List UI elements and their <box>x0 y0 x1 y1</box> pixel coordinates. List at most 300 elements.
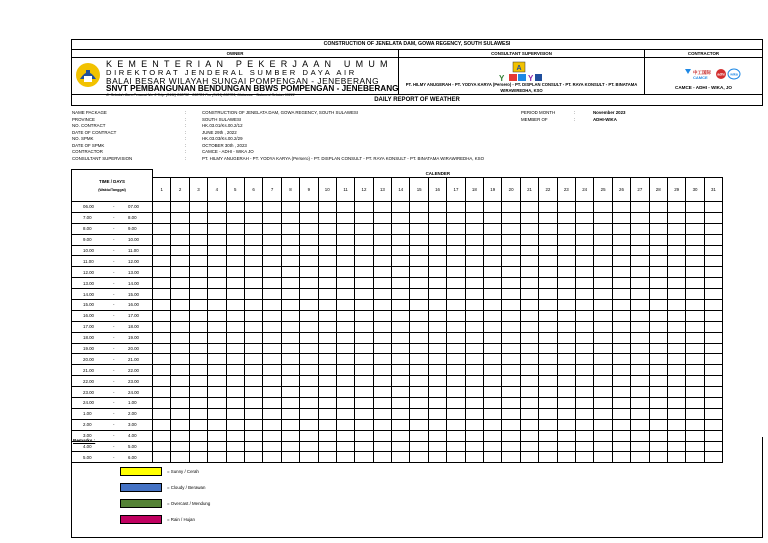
weather-cell[interactable] <box>300 398 318 409</box>
weather-cell[interactable] <box>226 289 244 300</box>
weather-cell[interactable] <box>631 408 649 419</box>
weather-cell[interactable] <box>465 398 483 409</box>
weather-cell[interactable] <box>410 289 428 300</box>
weather-cell[interactable] <box>355 354 373 365</box>
weather-cell[interactable] <box>612 267 630 278</box>
weather-cell[interactable] <box>539 376 557 387</box>
weather-cell[interactable] <box>226 376 244 387</box>
weather-cell[interactable] <box>447 212 465 223</box>
weather-cell[interactable] <box>226 300 244 311</box>
weather-cell[interactable] <box>355 234 373 245</box>
weather-cell[interactable] <box>667 321 685 332</box>
weather-cell[interactable] <box>502 387 520 398</box>
weather-cell[interactable] <box>392 376 410 387</box>
weather-cell[interactable] <box>171 365 189 376</box>
weather-cell[interactable] <box>594 202 612 213</box>
weather-cell[interactable] <box>447 365 465 376</box>
weather-cell[interactable] <box>667 256 685 267</box>
weather-cell[interactable] <box>244 398 262 409</box>
weather-cell[interactable] <box>208 321 226 332</box>
weather-cell[interactable] <box>189 278 207 289</box>
weather-cell[interactable] <box>520 267 538 278</box>
weather-cell[interactable] <box>447 354 465 365</box>
weather-cell[interactable] <box>281 354 299 365</box>
weather-cell[interactable] <box>686 408 704 419</box>
weather-cell[interactable] <box>189 267 207 278</box>
weather-cell[interactable] <box>355 321 373 332</box>
weather-cell[interactable] <box>226 202 244 213</box>
weather-cell[interactable] <box>336 365 354 376</box>
weather-cell[interactable] <box>392 419 410 430</box>
weather-cell[interactable] <box>594 223 612 234</box>
weather-cell[interactable] <box>520 387 538 398</box>
weather-cell[interactable] <box>704 310 722 321</box>
weather-cell[interactable] <box>557 419 575 430</box>
weather-cell[interactable] <box>594 332 612 343</box>
weather-cell[interactable] <box>686 300 704 311</box>
weather-cell[interactable] <box>244 387 262 398</box>
weather-cell[interactable] <box>631 278 649 289</box>
weather-cell[interactable] <box>575 398 593 409</box>
weather-cell[interactable] <box>189 387 207 398</box>
weather-cell[interactable] <box>244 310 262 321</box>
weather-cell[interactable] <box>520 234 538 245</box>
weather-cell[interactable] <box>171 289 189 300</box>
weather-cell[interactable] <box>704 321 722 332</box>
weather-cell[interactable] <box>410 202 428 213</box>
weather-cell[interactable] <box>263 408 281 419</box>
weather-cell[interactable] <box>484 289 502 300</box>
weather-cell[interactable] <box>244 267 262 278</box>
weather-cell[interactable] <box>520 332 538 343</box>
weather-cell[interactable] <box>263 398 281 409</box>
weather-cell[interactable] <box>189 321 207 332</box>
weather-cell[interactable] <box>336 343 354 354</box>
weather-cell[interactable] <box>392 321 410 332</box>
weather-cell[interactable] <box>318 376 336 387</box>
weather-cell[interactable] <box>263 202 281 213</box>
weather-cell[interactable] <box>502 245 520 256</box>
weather-cell[interactable] <box>465 332 483 343</box>
weather-cell[interactable] <box>447 419 465 430</box>
weather-cell[interactable] <box>631 223 649 234</box>
weather-cell[interactable] <box>336 419 354 430</box>
weather-cell[interactable] <box>410 387 428 398</box>
weather-cell[interactable] <box>171 376 189 387</box>
weather-cell[interactable] <box>208 212 226 223</box>
weather-cell[interactable] <box>631 245 649 256</box>
weather-cell[interactable] <box>539 332 557 343</box>
weather-cell[interactable] <box>171 343 189 354</box>
weather-cell[interactable] <box>704 289 722 300</box>
weather-cell[interactable] <box>153 343 171 354</box>
weather-cell[interactable] <box>318 387 336 398</box>
weather-cell[interactable] <box>539 398 557 409</box>
weather-cell[interactable] <box>428 245 446 256</box>
weather-cell[interactable] <box>318 398 336 409</box>
weather-cell[interactable] <box>594 321 612 332</box>
weather-cell[interactable] <box>502 354 520 365</box>
weather-cell[interactable] <box>336 398 354 409</box>
weather-cell[interactable] <box>208 365 226 376</box>
weather-cell[interactable] <box>649 223 667 234</box>
weather-cell[interactable] <box>263 223 281 234</box>
weather-cell[interactable] <box>392 300 410 311</box>
weather-cell[interactable] <box>612 354 630 365</box>
weather-cell[interactable] <box>189 419 207 430</box>
weather-cell[interactable] <box>373 256 391 267</box>
weather-cell[interactable] <box>502 310 520 321</box>
weather-cell[interactable] <box>263 387 281 398</box>
weather-cell[interactable] <box>520 408 538 419</box>
weather-cell[interactable] <box>631 387 649 398</box>
weather-cell[interactable] <box>410 256 428 267</box>
weather-cell[interactable] <box>153 278 171 289</box>
weather-cell[interactable] <box>300 212 318 223</box>
weather-cell[interactable] <box>594 419 612 430</box>
weather-cell[interactable] <box>153 245 171 256</box>
weather-cell[interactable] <box>631 256 649 267</box>
weather-cell[interactable] <box>484 321 502 332</box>
weather-cell[interactable] <box>428 419 446 430</box>
weather-cell[interactable] <box>373 212 391 223</box>
weather-cell[interactable] <box>263 234 281 245</box>
weather-cell[interactable] <box>171 300 189 311</box>
weather-cell[interactable] <box>318 289 336 300</box>
weather-cell[interactable] <box>171 223 189 234</box>
weather-cell[interactable] <box>392 354 410 365</box>
weather-cell[interactable] <box>520 300 538 311</box>
weather-cell[interactable] <box>520 202 538 213</box>
weather-cell[interactable] <box>557 278 575 289</box>
weather-cell[interactable] <box>612 202 630 213</box>
weather-cell[interactable] <box>281 212 299 223</box>
weather-cell[interactable] <box>355 376 373 387</box>
weather-cell[interactable] <box>189 343 207 354</box>
weather-cell[interactable] <box>465 365 483 376</box>
weather-cell[interactable] <box>410 354 428 365</box>
weather-cell[interactable] <box>704 332 722 343</box>
weather-cell[interactable] <box>281 332 299 343</box>
weather-cell[interactable] <box>428 223 446 234</box>
weather-cell[interactable] <box>281 387 299 398</box>
weather-cell[interactable] <box>704 376 722 387</box>
weather-cell[interactable] <box>171 310 189 321</box>
weather-cell[interactable] <box>244 408 262 419</box>
weather-cell[interactable] <box>557 245 575 256</box>
weather-cell[interactable] <box>575 365 593 376</box>
weather-cell[interactable] <box>502 419 520 430</box>
weather-cell[interactable] <box>502 234 520 245</box>
weather-cell[interactable] <box>189 223 207 234</box>
weather-cell[interactable] <box>557 343 575 354</box>
weather-cell[interactable] <box>355 310 373 321</box>
weather-cell[interactable] <box>226 387 244 398</box>
weather-cell[interactable] <box>153 354 171 365</box>
weather-cell[interactable] <box>686 245 704 256</box>
weather-cell[interactable] <box>171 332 189 343</box>
weather-cell[interactable] <box>502 256 520 267</box>
weather-cell[interactable] <box>594 289 612 300</box>
weather-cell[interactable] <box>355 408 373 419</box>
weather-cell[interactable] <box>447 310 465 321</box>
weather-cell[interactable] <box>594 376 612 387</box>
weather-cell[interactable] <box>300 365 318 376</box>
weather-cell[interactable] <box>686 332 704 343</box>
weather-cell[interactable] <box>336 332 354 343</box>
weather-cell[interactable] <box>263 332 281 343</box>
weather-cell[interactable] <box>631 202 649 213</box>
weather-cell[interactable] <box>410 300 428 311</box>
weather-cell[interactable] <box>428 398 446 409</box>
weather-cell[interactable] <box>667 267 685 278</box>
weather-cell[interactable] <box>355 289 373 300</box>
weather-cell[interactable] <box>539 343 557 354</box>
weather-cell[interactable] <box>612 223 630 234</box>
weather-cell[interactable] <box>318 278 336 289</box>
weather-cell[interactable] <box>263 354 281 365</box>
weather-cell[interactable] <box>410 343 428 354</box>
weather-cell[interactable] <box>226 419 244 430</box>
weather-cell[interactable] <box>336 408 354 419</box>
weather-cell[interactable] <box>465 223 483 234</box>
weather-cell[interactable] <box>557 223 575 234</box>
weather-cell[interactable] <box>594 212 612 223</box>
weather-cell[interactable] <box>373 278 391 289</box>
weather-cell[interactable] <box>428 256 446 267</box>
weather-cell[interactable] <box>594 267 612 278</box>
weather-cell[interactable] <box>336 310 354 321</box>
weather-cell[interactable] <box>557 376 575 387</box>
weather-cell[interactable] <box>612 376 630 387</box>
weather-cell[interactable] <box>336 245 354 256</box>
weather-cell[interactable] <box>410 278 428 289</box>
weather-cell[interactable] <box>153 332 171 343</box>
weather-cell[interactable] <box>686 289 704 300</box>
weather-cell[interactable] <box>355 278 373 289</box>
weather-cell[interactable] <box>612 300 630 311</box>
weather-cell[interactable] <box>355 387 373 398</box>
weather-cell[interactable] <box>189 398 207 409</box>
weather-cell[interactable] <box>502 343 520 354</box>
weather-cell[interactable] <box>557 267 575 278</box>
weather-cell[interactable] <box>502 321 520 332</box>
weather-cell[interactable] <box>594 343 612 354</box>
weather-cell[interactable] <box>189 245 207 256</box>
weather-cell[interactable] <box>465 278 483 289</box>
weather-cell[interactable] <box>612 343 630 354</box>
weather-cell[interactable] <box>336 223 354 234</box>
weather-cell[interactable] <box>300 376 318 387</box>
weather-cell[interactable] <box>539 234 557 245</box>
weather-cell[interactable] <box>520 365 538 376</box>
weather-cell[interactable] <box>502 300 520 311</box>
weather-cell[interactable] <box>392 234 410 245</box>
weather-cell[interactable] <box>502 289 520 300</box>
weather-cell[interactable] <box>318 202 336 213</box>
weather-cell[interactable] <box>300 387 318 398</box>
weather-cell[interactable] <box>594 245 612 256</box>
weather-cell[interactable] <box>575 234 593 245</box>
weather-cell[interactable] <box>667 212 685 223</box>
weather-cell[interactable] <box>612 332 630 343</box>
weather-cell[interactable] <box>244 245 262 256</box>
weather-cell[interactable] <box>336 289 354 300</box>
weather-cell[interactable] <box>484 365 502 376</box>
weather-cell[interactable] <box>612 212 630 223</box>
weather-cell[interactable] <box>539 267 557 278</box>
weather-cell[interactable] <box>208 234 226 245</box>
weather-cell[interactable] <box>153 376 171 387</box>
weather-cell[interactable] <box>520 278 538 289</box>
weather-cell[interactable] <box>465 343 483 354</box>
weather-cell[interactable] <box>594 354 612 365</box>
weather-cell[interactable] <box>667 310 685 321</box>
weather-cell[interactable] <box>502 212 520 223</box>
weather-cell[interactable] <box>631 267 649 278</box>
weather-cell[interactable] <box>631 212 649 223</box>
weather-cell[interactable] <box>281 408 299 419</box>
weather-cell[interactable] <box>539 419 557 430</box>
weather-cell[interactable] <box>612 310 630 321</box>
weather-cell[interactable] <box>649 365 667 376</box>
weather-cell[interactable] <box>520 398 538 409</box>
weather-cell[interactable] <box>649 354 667 365</box>
weather-cell[interactable] <box>244 354 262 365</box>
weather-cell[interactable] <box>263 256 281 267</box>
weather-cell[interactable] <box>410 408 428 419</box>
weather-cell[interactable] <box>281 234 299 245</box>
weather-cell[interactable] <box>410 376 428 387</box>
weather-cell[interactable] <box>263 212 281 223</box>
weather-cell[interactable] <box>318 267 336 278</box>
weather-cell[interactable] <box>244 289 262 300</box>
weather-cell[interactable] <box>373 376 391 387</box>
weather-cell[interactable] <box>392 332 410 343</box>
weather-cell[interactable] <box>392 223 410 234</box>
weather-cell[interactable] <box>208 223 226 234</box>
weather-cell[interactable] <box>208 256 226 267</box>
weather-cell[interactable] <box>447 223 465 234</box>
weather-cell[interactable] <box>410 234 428 245</box>
weather-cell[interactable] <box>263 300 281 311</box>
weather-cell[interactable] <box>373 223 391 234</box>
weather-cell[interactable] <box>447 278 465 289</box>
weather-cell[interactable] <box>575 267 593 278</box>
weather-cell[interactable] <box>484 202 502 213</box>
weather-cell[interactable] <box>373 202 391 213</box>
weather-cell[interactable] <box>189 365 207 376</box>
weather-cell[interactable] <box>392 202 410 213</box>
weather-cell[interactable] <box>189 256 207 267</box>
weather-cell[interactable] <box>373 408 391 419</box>
weather-cell[interactable] <box>484 408 502 419</box>
weather-cell[interactable] <box>575 332 593 343</box>
weather-cell[interactable] <box>575 289 593 300</box>
weather-cell[interactable] <box>649 245 667 256</box>
weather-cell[interactable] <box>539 365 557 376</box>
weather-cell[interactable] <box>373 300 391 311</box>
weather-cell[interactable] <box>428 234 446 245</box>
weather-cell[interactable] <box>667 387 685 398</box>
weather-cell[interactable] <box>667 365 685 376</box>
weather-cell[interactable] <box>484 354 502 365</box>
weather-cell[interactable] <box>153 408 171 419</box>
weather-cell[interactable] <box>318 343 336 354</box>
weather-cell[interactable] <box>594 256 612 267</box>
weather-cell[interactable] <box>244 300 262 311</box>
weather-cell[interactable] <box>318 408 336 419</box>
weather-cell[interactable] <box>686 278 704 289</box>
weather-cell[interactable] <box>428 343 446 354</box>
weather-cell[interactable] <box>502 202 520 213</box>
weather-cell[interactable] <box>373 343 391 354</box>
weather-cell[interactable] <box>373 398 391 409</box>
weather-cell[interactable] <box>428 278 446 289</box>
weather-cell[interactable] <box>392 310 410 321</box>
weather-cell[interactable] <box>300 202 318 213</box>
weather-cell[interactable] <box>171 212 189 223</box>
weather-cell[interactable] <box>594 278 612 289</box>
weather-cell[interactable] <box>557 387 575 398</box>
weather-cell[interactable] <box>244 376 262 387</box>
weather-cell[interactable] <box>447 300 465 311</box>
weather-cell[interactable] <box>208 343 226 354</box>
weather-cell[interactable] <box>612 408 630 419</box>
weather-cell[interactable] <box>281 202 299 213</box>
weather-cell[interactable] <box>704 202 722 213</box>
weather-cell[interactable] <box>557 321 575 332</box>
weather-cell[interactable] <box>226 332 244 343</box>
weather-cell[interactable] <box>318 245 336 256</box>
weather-cell[interactable] <box>484 300 502 311</box>
weather-cell[interactable] <box>226 310 244 321</box>
weather-cell[interactable] <box>410 398 428 409</box>
weather-cell[interactable] <box>704 223 722 234</box>
weather-cell[interactable] <box>465 419 483 430</box>
weather-cell[interactable] <box>300 419 318 430</box>
weather-cell[interactable] <box>484 343 502 354</box>
weather-cell[interactable] <box>263 321 281 332</box>
weather-cell[interactable] <box>373 310 391 321</box>
weather-cell[interactable] <box>539 289 557 300</box>
weather-cell[interactable] <box>447 398 465 409</box>
weather-cell[interactable] <box>300 343 318 354</box>
weather-cell[interactable] <box>704 419 722 430</box>
weather-cell[interactable] <box>686 376 704 387</box>
weather-cell[interactable] <box>226 408 244 419</box>
weather-cell[interactable] <box>392 343 410 354</box>
weather-cell[interactable] <box>171 278 189 289</box>
weather-cell[interactable] <box>447 245 465 256</box>
weather-cell[interactable] <box>208 245 226 256</box>
weather-cell[interactable] <box>539 223 557 234</box>
weather-cell[interactable] <box>189 300 207 311</box>
weather-cell[interactable] <box>171 234 189 245</box>
weather-cell[interactable] <box>502 278 520 289</box>
weather-cell[interactable] <box>686 234 704 245</box>
weather-cell[interactable] <box>667 398 685 409</box>
weather-cell[interactable] <box>153 202 171 213</box>
weather-cell[interactable] <box>189 310 207 321</box>
weather-cell[interactable] <box>465 267 483 278</box>
weather-cell[interactable] <box>520 343 538 354</box>
weather-cell[interactable] <box>171 267 189 278</box>
weather-cell[interactable] <box>465 310 483 321</box>
weather-cell[interactable] <box>263 343 281 354</box>
weather-cell[interactable] <box>392 387 410 398</box>
weather-cell[interactable] <box>575 343 593 354</box>
